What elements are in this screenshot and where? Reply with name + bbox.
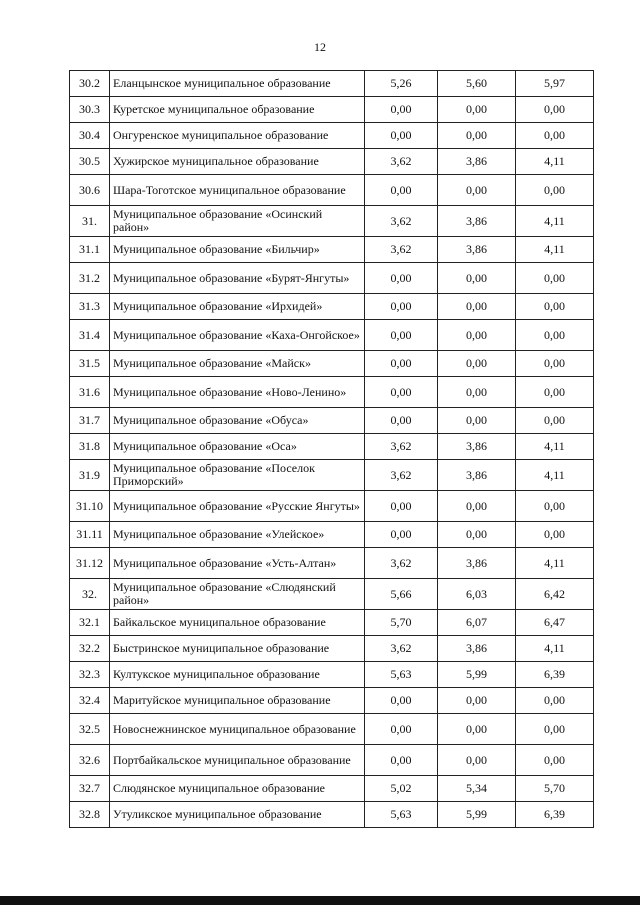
table-row — [70, 434, 594, 460]
table-row — [70, 548, 594, 579]
row-value-2-cell: 0,00 — [438, 408, 516, 434]
row-name-cell: Муниципальное образование «Слюдянский район» — [110, 579, 365, 610]
row-number-cell: 32.3 — [70, 662, 110, 688]
table-row — [70, 206, 594, 237]
row-value-3-cell: 0,00 — [516, 263, 594, 294]
row-name-cell: Быстринское муниципальное образование — [110, 636, 365, 662]
table-row — [70, 636, 594, 662]
row-value-1-cell: 5,66 — [365, 579, 438, 610]
row-number-cell: 32.6 — [70, 745, 110, 776]
row-number-cell: 31.12 — [70, 548, 110, 579]
table-row — [70, 460, 594, 491]
row-name-cell: Портбайкальское муниципальное образование — [110, 745, 365, 776]
row-value-3-cell: 0,00 — [516, 97, 594, 123]
table-row — [70, 491, 594, 522]
row-value-1-cell: 0,00 — [365, 294, 438, 320]
row-value-2-cell: 3,86 — [438, 460, 516, 491]
row-value-1-cell: 3,62 — [365, 434, 438, 460]
row-value-3-cell: 4,11 — [516, 206, 594, 237]
row-number-cell: 32.7 — [70, 776, 110, 802]
row-value-3-cell: 4,11 — [516, 548, 594, 579]
row-value-1-cell: 3,62 — [365, 149, 438, 175]
row-value-1-cell: 3,62 — [365, 460, 438, 491]
row-value-3-cell: 0,00 — [516, 351, 594, 377]
row-value-2-cell: 0,00 — [438, 745, 516, 776]
row-number-cell: 31.11 — [70, 522, 110, 548]
table-row — [70, 522, 594, 548]
row-name-cell: Утуликское муниципальное образование — [110, 802, 365, 828]
row-value-3-cell: 0,00 — [516, 714, 594, 745]
row-value-2-cell: 3,86 — [438, 206, 516, 237]
row-value-3-cell: 4,11 — [516, 237, 594, 263]
row-number-cell: 32.2 — [70, 636, 110, 662]
row-value-1-cell: 3,62 — [365, 206, 438, 237]
row-number-cell: 30.5 — [70, 149, 110, 175]
row-name-cell: Муниципальное образование «Русские Янгуты» — [110, 491, 365, 522]
row-value-1-cell: 5,26 — [365, 71, 438, 97]
row-name-cell: Муниципальное образование «Улейское» — [110, 522, 365, 548]
row-value-2-cell: 0,00 — [438, 491, 516, 522]
row-name-cell: Шара-Тоготское муниципальное образование — [110, 175, 365, 206]
row-value-3-cell: 0,00 — [516, 123, 594, 149]
row-value-2-cell: 5,34 — [438, 776, 516, 802]
bottom-scan-edge — [0, 896, 640, 905]
table-row — [70, 175, 594, 206]
row-value-3-cell: 5,97 — [516, 71, 594, 97]
row-value-1-cell: 5,70 — [365, 610, 438, 636]
table-body — [70, 71, 594, 828]
row-number-cell: 32.8 — [70, 802, 110, 828]
row-value-2-cell: 0,00 — [438, 294, 516, 320]
row-number-cell: 31.5 — [70, 351, 110, 377]
row-value-2-cell: 0,00 — [438, 263, 516, 294]
row-value-1-cell: 0,00 — [365, 688, 438, 714]
row-value-2-cell: 5,60 — [438, 71, 516, 97]
table-row — [70, 237, 594, 263]
table-row — [70, 408, 594, 434]
table-row — [70, 294, 594, 320]
table-row — [70, 579, 594, 610]
row-name-cell: Маритуйское муниципальное образование — [110, 688, 365, 714]
row-number-cell: 32.4 — [70, 688, 110, 714]
row-name-cell: Муниципальное образование «Ново-Ленино» — [110, 377, 365, 408]
row-value-1-cell: 0,00 — [365, 123, 438, 149]
row-value-2-cell: 6,03 — [438, 579, 516, 610]
row-name-cell: Куретское муниципальное образование — [110, 97, 365, 123]
row-number-cell: 31.10 — [70, 491, 110, 522]
row-number-cell: 31.4 — [70, 320, 110, 351]
row-value-1-cell: 0,00 — [365, 491, 438, 522]
table-row — [70, 802, 594, 828]
row-name-cell: Муниципальное образование «Поселок Приморский» — [110, 460, 365, 491]
table-row — [70, 714, 594, 745]
row-value-2-cell: 3,86 — [438, 434, 516, 460]
row-value-2-cell: 0,00 — [438, 522, 516, 548]
row-value-1-cell: 0,00 — [365, 408, 438, 434]
row-value-3-cell: 4,11 — [516, 460, 594, 491]
data-table — [69, 70, 594, 828]
row-name-cell: Муниципальное образование «Обуса» — [110, 408, 365, 434]
table-row — [70, 149, 594, 175]
row-number-cell: 31.2 — [70, 263, 110, 294]
row-number-cell: 30.3 — [70, 97, 110, 123]
row-number-cell: 30.4 — [70, 123, 110, 149]
row-value-2-cell: 3,86 — [438, 149, 516, 175]
row-number-cell: 31.1 — [70, 237, 110, 263]
row-value-2-cell: 3,86 — [438, 636, 516, 662]
row-number-cell: 31.3 — [70, 294, 110, 320]
row-number-cell: 31.9 — [70, 460, 110, 491]
row-number-cell: 32.1 — [70, 610, 110, 636]
row-value-3-cell: 0,00 — [516, 294, 594, 320]
row-value-2-cell: 0,00 — [438, 377, 516, 408]
row-value-3-cell: 4,11 — [516, 434, 594, 460]
row-value-2-cell: 5,99 — [438, 802, 516, 828]
row-name-cell: Муниципальное образование «Каха-Онгойское» — [110, 320, 365, 351]
row-number-cell: 30.2 — [70, 71, 110, 97]
row-value-1-cell: 0,00 — [365, 320, 438, 351]
row-value-1-cell: 0,00 — [365, 97, 438, 123]
row-value-1-cell: 0,00 — [365, 714, 438, 745]
row-value-3-cell: 4,11 — [516, 636, 594, 662]
table-row — [70, 745, 594, 776]
row-number-cell: 31.6 — [70, 377, 110, 408]
row-value-1-cell: 5,63 — [365, 802, 438, 828]
row-value-1-cell: 5,63 — [365, 662, 438, 688]
row-value-3-cell: 4,11 — [516, 149, 594, 175]
row-value-3-cell: 0,00 — [516, 320, 594, 351]
row-value-3-cell: 0,00 — [516, 688, 594, 714]
table-row — [70, 123, 594, 149]
row-value-3-cell: 0,00 — [516, 522, 594, 548]
table-row — [70, 377, 594, 408]
table-row — [70, 662, 594, 688]
table-row — [70, 97, 594, 123]
row-name-cell: Новоснежнинское муниципальное образование — [110, 714, 365, 745]
row-name-cell: Муниципальное образование «Майск» — [110, 351, 365, 377]
row-value-1-cell: 3,62 — [365, 548, 438, 579]
row-value-2-cell: 3,86 — [438, 548, 516, 579]
row-value-2-cell: 0,00 — [438, 175, 516, 206]
row-value-1-cell: 0,00 — [365, 377, 438, 408]
row-value-1-cell: 0,00 — [365, 522, 438, 548]
row-value-1-cell: 0,00 — [365, 175, 438, 206]
table-row — [70, 776, 594, 802]
row-value-1-cell: 0,00 — [365, 351, 438, 377]
row-value-2-cell: 0,00 — [438, 97, 516, 123]
row-value-1-cell: 0,00 — [365, 745, 438, 776]
table-row — [70, 320, 594, 351]
row-value-3-cell: 6,39 — [516, 662, 594, 688]
row-value-2-cell: 0,00 — [438, 123, 516, 149]
row-name-cell: Муниципальное образование «Ирхидей» — [110, 294, 365, 320]
row-name-cell: Муниципальное образование «Бильчир» — [110, 237, 365, 263]
row-value-2-cell: 5,99 — [438, 662, 516, 688]
row-value-3-cell: 0,00 — [516, 175, 594, 206]
row-value-1-cell: 0,00 — [365, 263, 438, 294]
row-name-cell: Муниципальное образование «Осинский район» — [110, 206, 365, 237]
row-number-cell: 32. — [70, 579, 110, 610]
row-value-3-cell: 5,70 — [516, 776, 594, 802]
row-value-2-cell: 0,00 — [438, 714, 516, 745]
row-number-cell: 31. — [70, 206, 110, 237]
row-name-cell: Хужирское муниципальное образование — [110, 149, 365, 175]
row-number-cell: 30.6 — [70, 175, 110, 206]
row-value-1-cell: 3,62 — [365, 636, 438, 662]
row-name-cell: Слюдянское муниципальное образование — [110, 776, 365, 802]
row-value-2-cell: 3,86 — [438, 237, 516, 263]
row-value-3-cell: 0,00 — [516, 377, 594, 408]
row-number-cell: 31.8 — [70, 434, 110, 460]
row-value-2-cell: 6,07 — [438, 610, 516, 636]
row-name-cell: Онгуренское муниципальное образование — [110, 123, 365, 149]
row-value-2-cell: 0,00 — [438, 351, 516, 377]
table-row — [70, 688, 594, 714]
table-row — [70, 71, 594, 97]
row-value-3-cell: 0,00 — [516, 491, 594, 522]
row-number-cell: 31.7 — [70, 408, 110, 434]
row-value-3-cell: 0,00 — [516, 408, 594, 434]
row-value-3-cell: 6,42 — [516, 579, 594, 610]
table-row — [70, 263, 594, 294]
row-value-1-cell: 3,62 — [365, 237, 438, 263]
table-row — [70, 351, 594, 377]
row-value-2-cell: 0,00 — [438, 320, 516, 351]
row-value-1-cell: 5,02 — [365, 776, 438, 802]
row-value-2-cell: 0,00 — [438, 688, 516, 714]
row-name-cell: Култукское муниципальное образование — [110, 662, 365, 688]
row-name-cell: Байкальское муниципальное образование — [110, 610, 365, 636]
row-value-3-cell: 6,39 — [516, 802, 594, 828]
row-name-cell: Муниципальное образование «Усть-Алтан» — [110, 548, 365, 579]
row-value-3-cell: 6,47 — [516, 610, 594, 636]
row-name-cell: Муниципальное образование «Бурят-Янгуты» — [110, 263, 365, 294]
row-name-cell: Еланцынское муниципальное образование — [110, 71, 365, 97]
table-row — [70, 610, 594, 636]
row-number-cell: 32.5 — [70, 714, 110, 745]
row-value-3-cell: 0,00 — [516, 745, 594, 776]
page-number: 12 — [314, 40, 326, 54]
row-name-cell: Муниципальное образование «Оса» — [110, 434, 365, 460]
